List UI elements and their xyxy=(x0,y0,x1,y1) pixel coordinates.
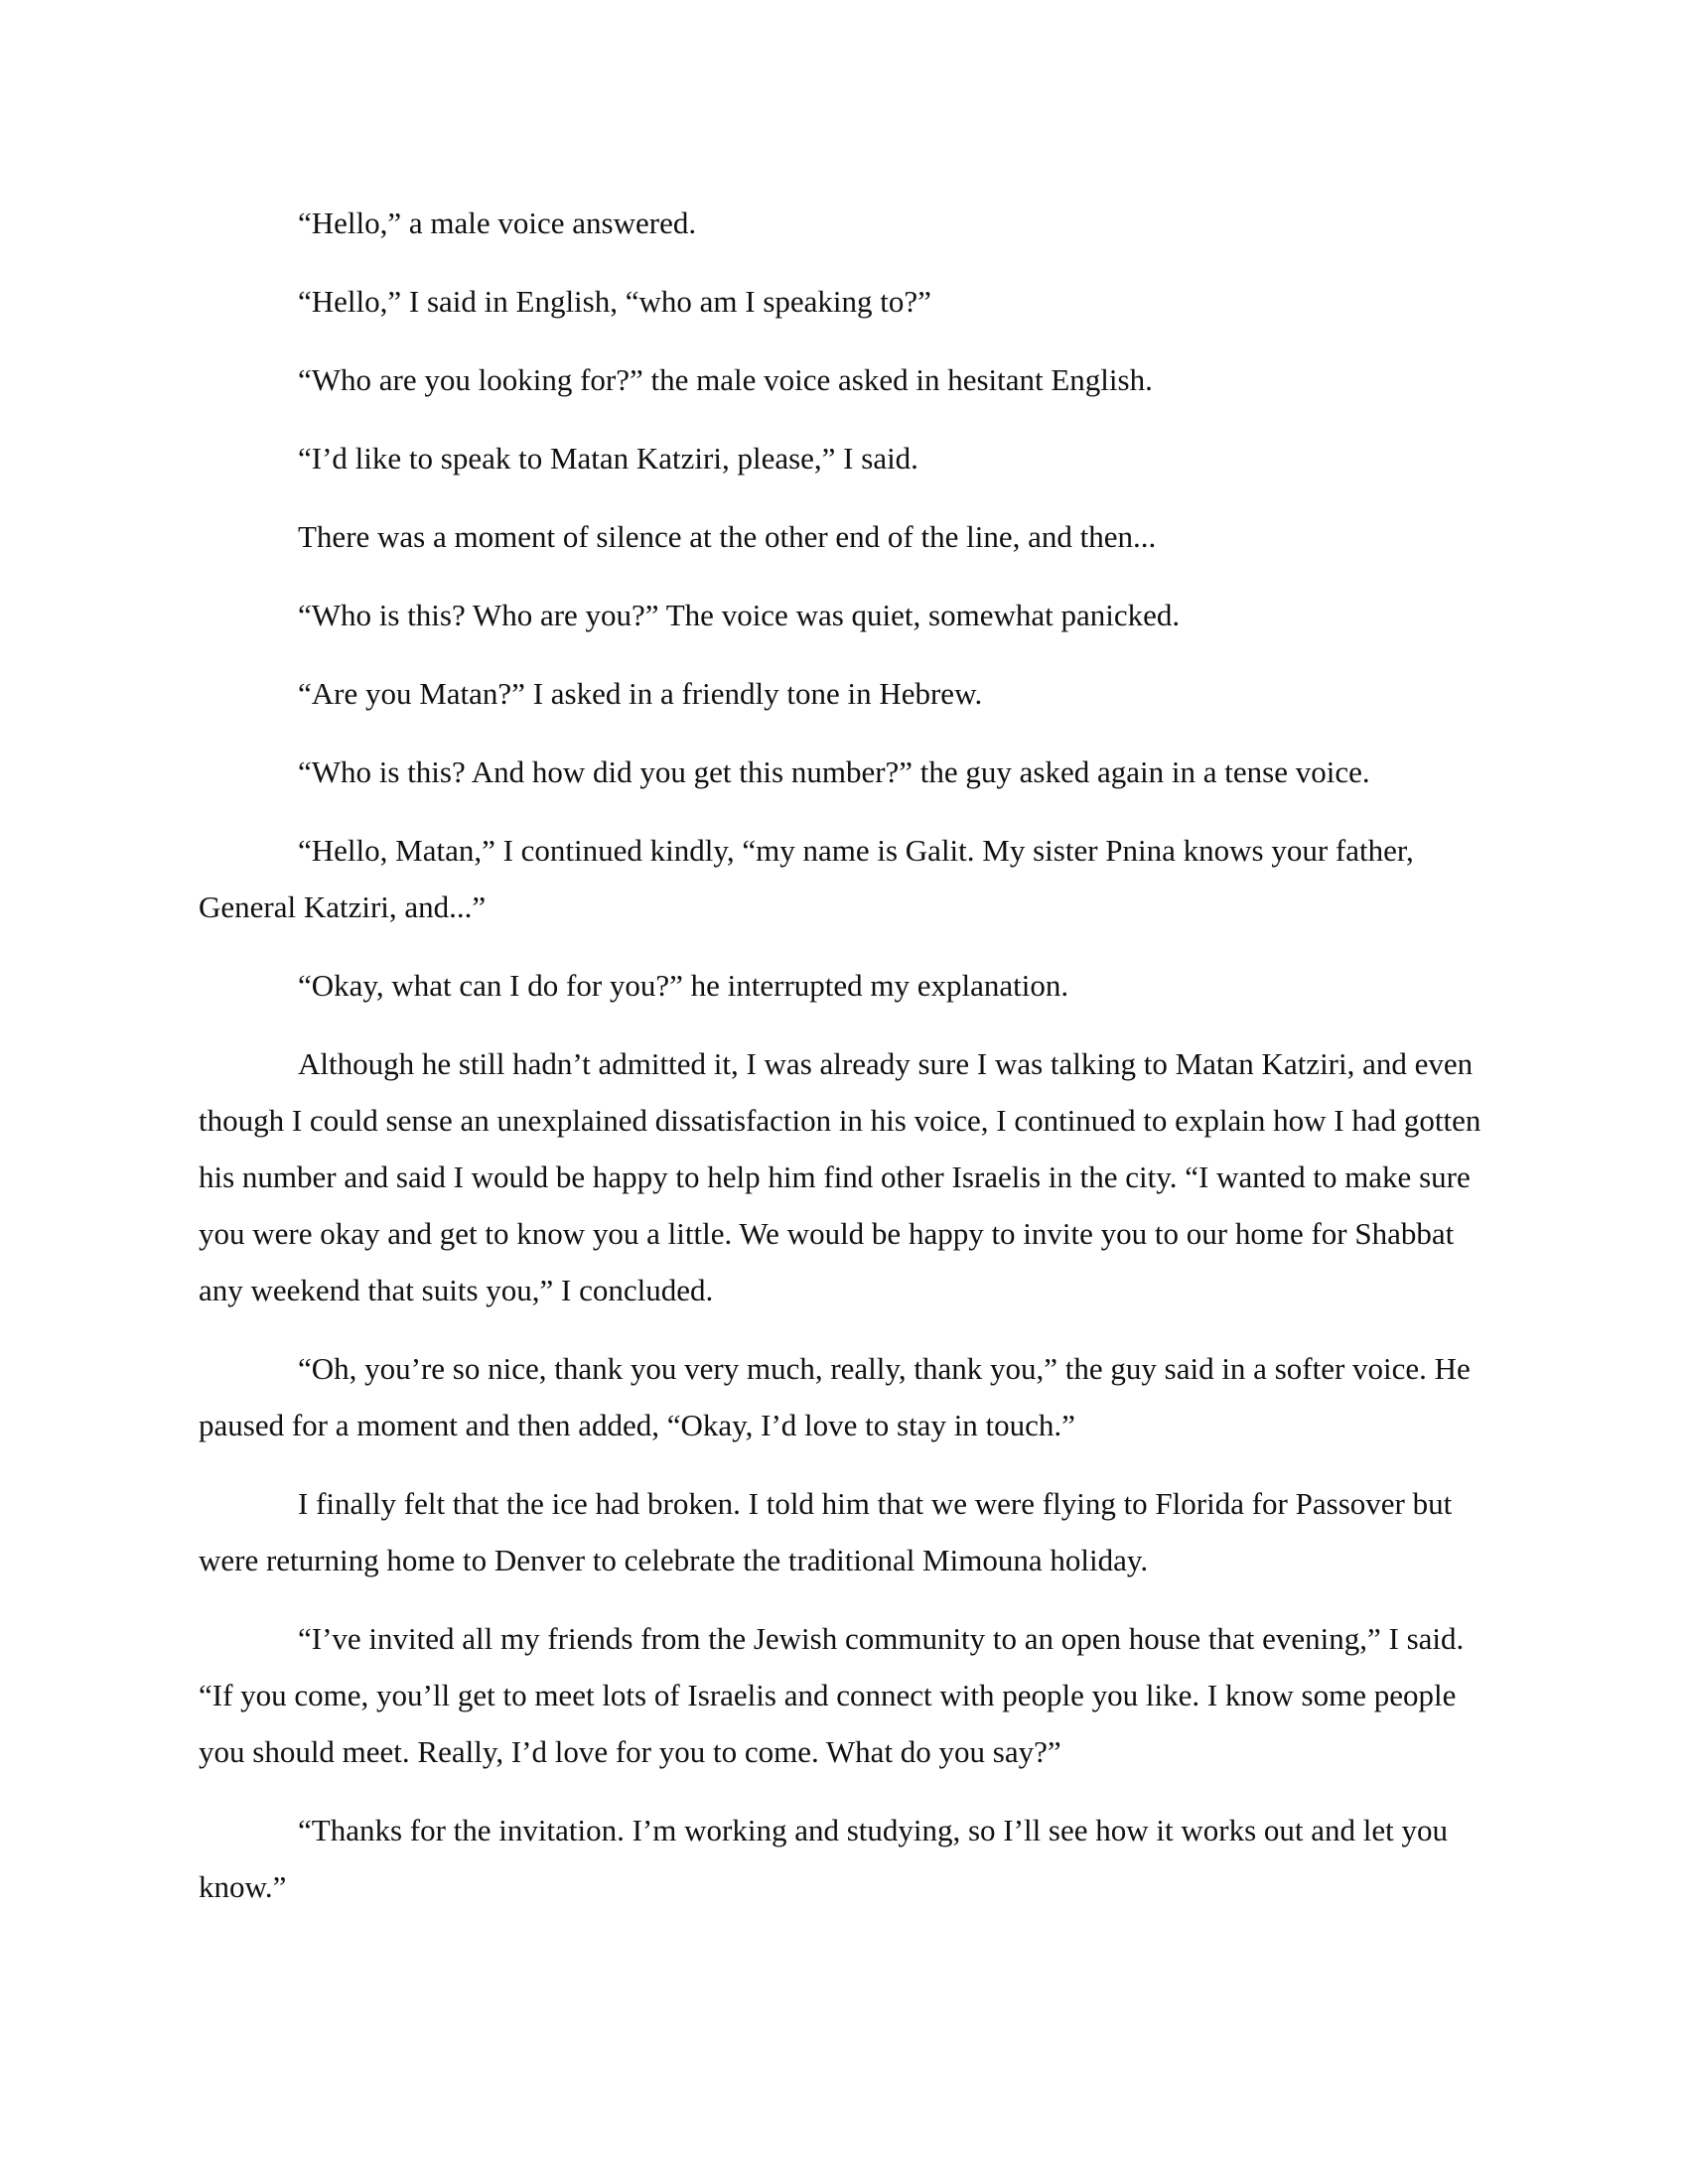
paragraph: “Are you Matan?” I asked in a friendly tone in Hebrew. xyxy=(298,676,983,711)
paragraph: There was a moment of silence at the other end of the line, and then... xyxy=(298,519,1157,554)
paragraph: “I’d like to speak to Matan Katziri, please,” I said. xyxy=(298,441,918,476)
paragraph: “Thanks for the invitation. I’m working and studying, so I’ll see how it works out and let you know.” xyxy=(199,1813,1449,1904)
paragraph: “Okay, what can I do for you?” he interrupted my explanation. xyxy=(298,968,1069,1003)
document-page xyxy=(199,195,1493,1937)
paragraph: “Who is this? And how did you get this number?” the guy asked again in a tense voice. xyxy=(298,754,1370,789)
paragraph: I finally felt that the ice had broken. I told him that we were flying to Florida for Passover but were returning home to Denver to celebrate the traditional Mimouna holiday. xyxy=(199,1486,1453,1577)
paragraph: “Oh, you’re so nice, thank you very much, really, thank you,” the guy said in a softer voice. He paused for a moment and then added, “Okay, I’d love to stay in touch.” xyxy=(199,1351,1471,1442)
paragraph: “Hello,” a male voice answered. xyxy=(298,205,697,240)
paragraph: “I’ve invited all my friends from the Jewish community to an open house that evening,” I said. “If you come, you’ll get to meet lots of Israelis and connect with people you like. I know some people you should meet. Really, I’d love for you to come. What do you say?” xyxy=(199,1621,1465,1769)
paragraph: “Who is this? Who are you?” The voice was quiet, somewhat panicked. xyxy=(298,598,1181,632)
paragraph: “Hello, Matan,” I continued kindly, “my name is Galit. My sister Pnina knows your father, General Katziri, and...” xyxy=(199,833,1414,924)
paragraph: “Hello,” I said in English, “who am I speaking to?” xyxy=(298,284,931,319)
paragraph: Although he still hadn’t admitted it, I was already sure I was talking to Matan Katziri, and even though I could sense an unexplained dissatisfaction in his voice, I continued to explain how I had gotten his number and said I would be happy to help him find other Israelis in the city. “I wanted to make sure you were okay and get to know you a little. We would be happy to invite you to our home for Shabbat any weekend that suits you,” I concluded. xyxy=(199,1046,1481,1307)
paragraph: “Who are you looking for?” the male voice asked in hesitant English. xyxy=(298,362,1153,397)
